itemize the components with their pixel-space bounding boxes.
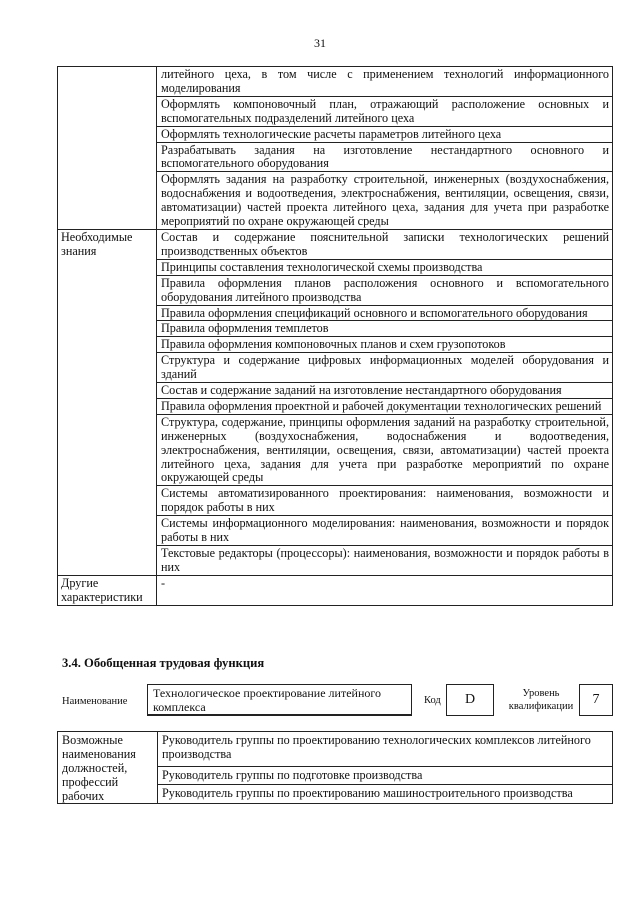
table-row	[58, 229, 613, 259]
row-item: Системы информационного моделирования: наименования, возможности и порядок работы в них	[157, 516, 613, 546]
name-label: Наименование	[62, 696, 128, 707]
generalized-function-row	[57, 684, 613, 724]
row-item: Структура и содержание цифровых информационных моделей оборудования и зданий	[157, 353, 613, 383]
row-label: Другие характеристики	[58, 575, 157, 605]
table-row	[58, 575, 613, 605]
competencies-table	[57, 66, 613, 606]
position-item: Руководитель группы по подготовке производства	[158, 766, 613, 785]
qualification-level-value: 7	[579, 684, 613, 716]
row-label: Необходимые знания	[58, 229, 157, 575]
positions-table	[57, 731, 613, 804]
row-item: Правила оформления планов расположения основного и вспомогательного оборудования литейного производства	[157, 275, 613, 305]
row-item: Принципы составления технологической схемы производства	[157, 259, 613, 275]
code-value: D	[446, 684, 494, 716]
code-label: Код	[424, 695, 441, 706]
qualification-level-label: Уровень квалификации	[508, 688, 574, 712]
row-item: -	[157, 575, 613, 605]
row-item: Правила оформления спецификаций основного и вспомогательного оборудования	[157, 305, 613, 321]
row-item: Состав и содержание заданий на изготовление нестандартного оборудования	[157, 383, 613, 399]
row-item: Оформлять задания на разработку строительной, инженерных (воздухоснабжения, водоснабжения и водоотведения, электроснабжения, вентиляции, освещения, связи, автоматизации) частей проекта литейного цеха, задания для учета при разработке мероприятий по охране окружающей среды	[157, 172, 613, 230]
function-name-value: Технологическое проектирование литейного комплекса	[147, 684, 412, 716]
table-row	[58, 67, 613, 97]
row-label	[58, 67, 157, 230]
row-item: Текстовые редакторы (процессоры): наименования, возможности и порядок работы в них	[157, 546, 613, 576]
row-item: Правила оформления компоновочных планов и схем грузопотоков	[157, 337, 613, 353]
section-title: 3.4. Обобщенная трудовая функция	[62, 656, 265, 670]
table-row	[58, 732, 613, 767]
row-item: Оформлять компоновочный план, отражающий расположение основных и вспомогательных подразделений литейного цеха	[157, 96, 613, 126]
row-item: Правила оформления темплетов	[157, 321, 613, 337]
position-item: Руководитель группы по проектированию технологических комплексов литейного производства	[158, 732, 613, 767]
position-item: Руководитель группы по проектированию машиностроительного производства	[158, 785, 613, 804]
row-item: Системы автоматизированного проектирования: наименования, возможности и порядок работы в них	[157, 486, 613, 516]
row-item: Правила оформления проектной и рабочей документации технологических решений	[157, 398, 613, 414]
row-item: Оформлять технологические расчеты параметров литейного цеха	[157, 126, 613, 142]
row-item: литейного цеха, в том числе с применением технологий информационного моделирования	[157, 67, 613, 97]
page-number: 31	[314, 36, 326, 50]
row-item: Структура, содержание, принципы оформления заданий на разработку строительной, инженерных (воздухоснабжения, водоснабжения и водоотведения, электроснабжения, вентиляции, освещения, связи, автоматизации) частей проекта литейного цеха, задания для учета при разработке мероприятий по охране окружающей среды	[157, 414, 613, 486]
row-item: Состав и содержание пояснительной записки технологических решений производственных объектов	[157, 229, 613, 259]
positions-label: Возможные наименования должностей, профессий рабочих	[58, 732, 158, 804]
row-item: Разрабатывать задания на изготовление нестандартного основного и вспомогательного оборудования	[157, 142, 613, 172]
